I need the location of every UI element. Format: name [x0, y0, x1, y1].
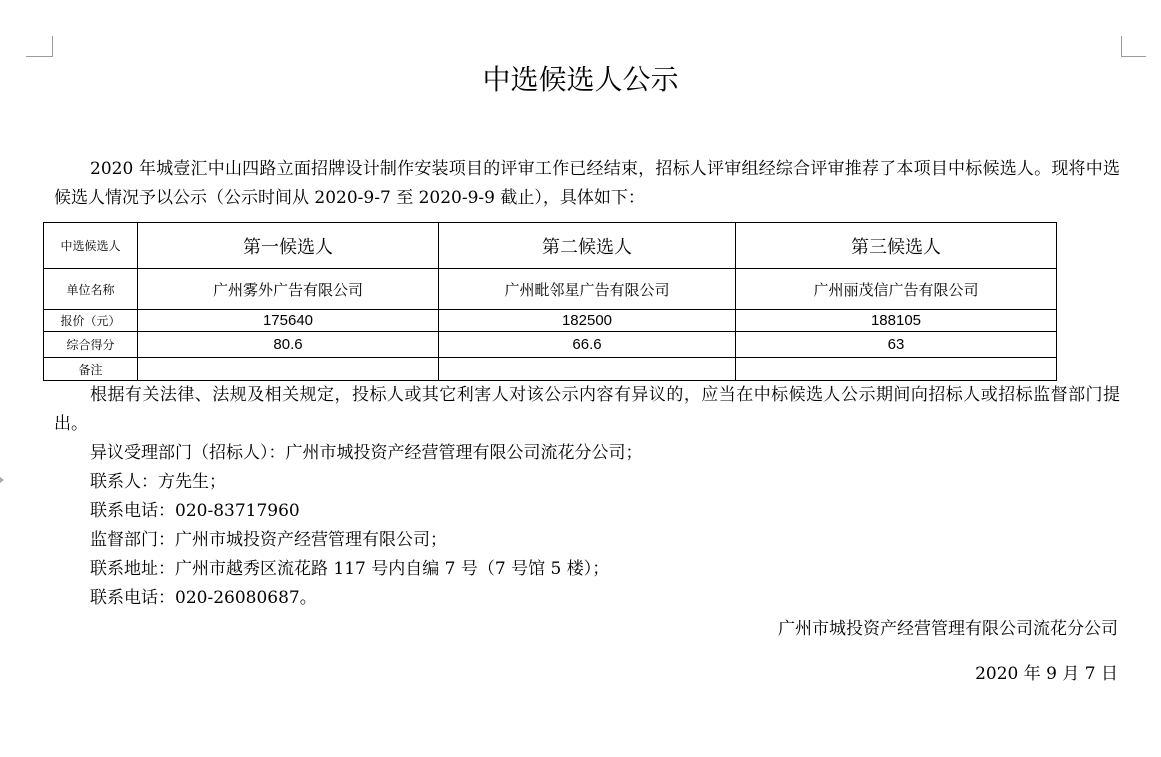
- signature-date: 2020 年 9 月 7 日: [975, 664, 1118, 684]
- crop-mark-top-right: [1121, 36, 1146, 57]
- score-2: 66.6: [439, 332, 736, 358]
- intro-paragraph: 2020 年城壹汇中山四路立面招牌设计制作安装项目的评审工作已经结束，招标人评审组经综合评审推荐了本项目中标候选人。现将中选候选人情况予以公示（公示时间从 2020-9-7 至 2020-9-9 截止），具体如下：: [54, 159, 1120, 208]
- supervisor-dept: 监督部门：广州市城投资产经营管理有限公司；: [90, 530, 447, 550]
- candidate-rank-2: 第二候选人: [439, 223, 736, 269]
- table-row: [44, 332, 1057, 358]
- signature-org: 广州市城投资产经营管理有限公司流花分公司: [778, 619, 1118, 639]
- row-label-score: 综合得分: [44, 332, 138, 358]
- company-2: 广州毗邻星广告有限公司: [439, 269, 736, 310]
- row-label-company: 单位名称: [44, 269, 138, 310]
- candidate-table: [43, 222, 1057, 381]
- remark-3: [736, 358, 1057, 381]
- candidate-rank-3: 第三候选人: [736, 223, 1057, 269]
- table-row: [44, 223, 1057, 269]
- table-row: [44, 269, 1057, 310]
- contact-phone-1: 联系电话：020-83717960: [90, 501, 300, 521]
- margin-marker-icon: [0, 477, 4, 483]
- company-3: 广州丽茂信广告有限公司: [736, 269, 1057, 310]
- page-title: 中选候选人公示: [482, 63, 679, 96]
- price-2: 182500: [439, 310, 736, 332]
- candidate-rank-1: 第一候选人: [138, 223, 439, 269]
- row-label-remark: 备注: [44, 358, 138, 381]
- score-3: 63: [736, 332, 1057, 358]
- row-label-price: 报价（元）: [44, 310, 138, 332]
- price-3: 188105: [736, 310, 1057, 332]
- table-row: [44, 358, 1057, 381]
- row-label-candidate: 中选候选人: [44, 223, 138, 269]
- company-1: 广州雾外广告有限公司: [138, 269, 439, 310]
- contact-address: 联系地址：广州市越秀区流花路 117 号内自编 7 号（7 号馆 5 楼）；: [90, 559, 610, 579]
- objection-dept: 异议受理部门（招标人）：广州市城投资产经营管理有限公司流花分公司；: [90, 443, 643, 463]
- contact-phone-2: 联系电话：020-26080687。: [90, 588, 317, 608]
- price-1: 175640: [138, 310, 439, 332]
- objection-paragraph: 根据有关法律、法规及相关规定，投标人或其它利害人对该公示内容有异议的，应当在中标候选人公示期间向招标人或招标监督部门提出。: [54, 385, 1120, 434]
- table-row: [44, 310, 1057, 332]
- remark-2: [439, 358, 736, 381]
- score-1: 80.6: [138, 332, 439, 358]
- crop-mark-top-left: [26, 36, 53, 57]
- contact-person: 联系人：方先生；: [90, 472, 226, 492]
- remark-1: [138, 358, 439, 381]
